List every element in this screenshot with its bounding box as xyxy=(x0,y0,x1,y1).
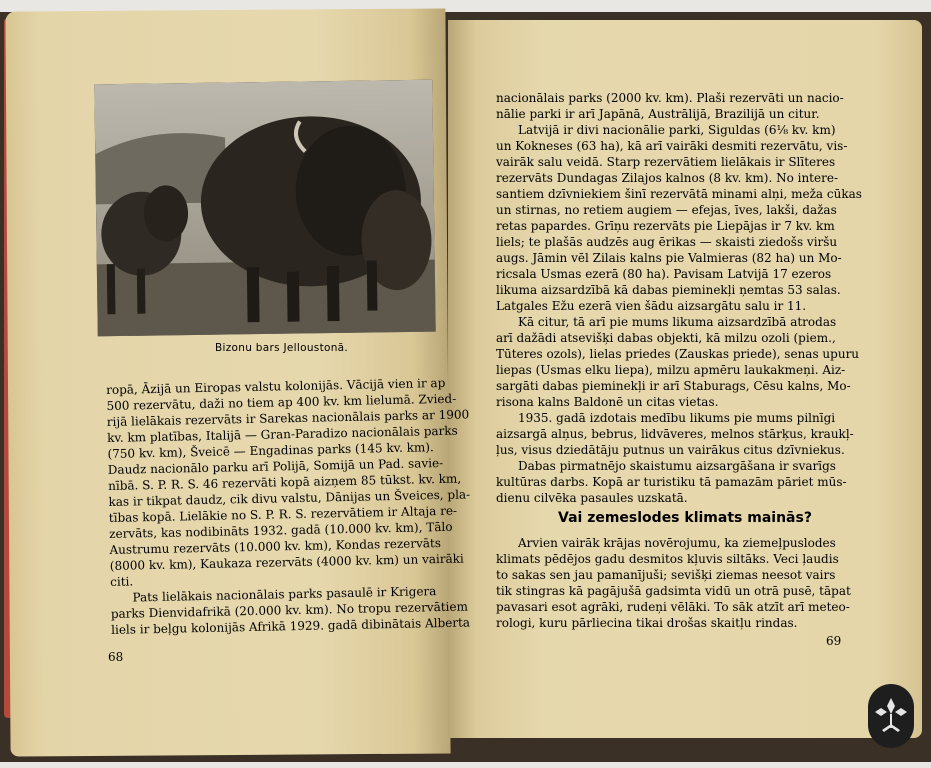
text-line: sargāti dabas pieminekļi ir arī Staburags, Cēsu kalns, Mo- xyxy=(496,379,851,393)
text-line: nālie parki ir arī Japānā, Austrālijā, Brazilijā un citur. xyxy=(496,107,820,121)
text-line: ricsala Usmas ezerā (80 ha). Pavisam Latvijā 17 ezeros xyxy=(496,267,832,281)
text-line: rijā lielākais rezervāts ir Sarekas nacionālais parks ar 1900 xyxy=(106,407,470,429)
text-line: liepas (Usmas elku liepa), milzu apmēru laukakmeņi. Aiz- xyxy=(496,363,846,377)
text-line: ropā, Āzijā un Eiropas valstu kolonijās. Vācijā vien ir ap xyxy=(106,375,446,397)
text-line: augs. Jāmin vēl Zilais kalns pie Valmieras (82 ha) un Mo- xyxy=(496,251,842,265)
text-line: nacionālais parks (2000 kv. km). Plaši rezervāti un nacio- xyxy=(496,91,844,105)
text-line: aizsargā alņus, bebrus, lidvāveres, melnos stārķus, kraukļ- xyxy=(496,427,854,441)
page-number-left: 68 xyxy=(108,650,124,664)
text-line: un Kokneses (63 ha), kā arī vairāki desmiti rezervātu, vis- xyxy=(496,139,848,153)
page-number-right: 69 xyxy=(826,634,842,648)
text-line: nībā. S. P. R. S. 46 rezervāti kopā aizņem 85 tūkst. kv. km, xyxy=(108,471,462,493)
text-line: to sakas sen jau pamanījuši; sevišķi ziemas neesot vairs xyxy=(496,568,836,582)
text-line: Arvien vairāk krājas novērojumu, ka ziemeļpuslodes xyxy=(518,536,836,550)
text-line: tik stingras kā pagājušā gadsimta vidū un otrā pusē, tāpat xyxy=(496,584,851,598)
text-line: likuma aizsardzībā kā dabas pieminekļi ņemtas 53 salas. xyxy=(496,283,841,297)
text-line: tības kopā. Lielākie no S. P. R. S. rezervātiem ir Altaja re- xyxy=(108,503,458,525)
right-page-section-body xyxy=(496,536,851,632)
text-line: Kā citur, tā arī pie mums likuma aizsardzībā atrodas xyxy=(518,315,837,329)
text-line: retas papardes. Grīņu rezervāts pie Liepājas ir 7 kv. km xyxy=(496,219,835,233)
text-line: Latvijā ir divi nacionālie parki, Siguldas (6⅛ kv. km) xyxy=(518,123,836,137)
text-line: (8000 kv. km), Kaukaza rezervāts (4000 kv. km) un vairāki xyxy=(109,551,464,573)
text-line: 500 rezervātu, daži no tiem ap 400 kv. km lielumā. Zvied- xyxy=(106,391,457,413)
text-line: 1935. gadā izdotais medību likums pie mums pilnīgi xyxy=(518,411,836,425)
text-line: ļus, visus dziedātāju putnus un vairākus citus dzīvniekus. xyxy=(496,443,845,457)
text-line: santiem dzīvniekiem šinī rezervātā minami alņi, meža cūkas xyxy=(496,187,862,201)
text-line: parks Dienvidafrikā (20.000 kv. km). No tropu rezervātiem xyxy=(110,599,469,621)
text-line: zervāts, kas nodibināts 1932. gadā (10.000 kv. km), Tālo xyxy=(109,519,453,541)
text-line: Dabas pirmatnējo skaistumu aizsargāšana ir svarīgs xyxy=(518,459,836,473)
right-page-body xyxy=(496,90,862,506)
text-line: pavasari esot agrāki, rudeņi vēlāki. To sāk atzīt arī meteo- xyxy=(496,600,850,614)
watermark-logo-icon xyxy=(868,684,914,748)
bison-photo xyxy=(94,80,435,337)
text-line: liels ir beļgu kolonijās Afrikā 1929. gadā dibinātais Alberta xyxy=(111,615,471,637)
text-line: Austrumu rezervāts (10.000 kv. km), Kondas rezervāts xyxy=(109,536,442,557)
text-line: rologi, kuru pārliecina tikai drošas skaitļu rindas. xyxy=(496,616,798,630)
text-line: liels; te plašās audzēs aug ērikas — skaisti ziedošs viršu xyxy=(496,235,838,249)
text-line: Tūteres ozols), lielas priedes (Zauskas priede), senas upuru xyxy=(496,347,860,361)
text-line: arī dažādi atsevišķi dabas objekti, kā milzu ozoli (piem., xyxy=(496,331,836,345)
left-page-body xyxy=(106,374,474,638)
text-line: Pats lielākais nacionālais parks pasaulē ir Krigera xyxy=(132,584,437,605)
text-line: risona kalns Baldonē un citas vietas. xyxy=(496,395,719,409)
text-line: citi. xyxy=(110,574,134,589)
text-line: (750 kv. km), Šveicē — Engadinas parks (145 kv. km). xyxy=(107,440,434,461)
section-heading: Vai zemeslodes klimats mainās? xyxy=(558,510,812,526)
text-line: un stirnas, no retiem augiem — efejas, īves, lakši, dažas xyxy=(496,203,837,217)
text-line: rezervāts Dundagas Zilajos kalnos (8 kv. km). No intere- xyxy=(496,171,838,185)
text-line: Daudz nacionālo parku arī Polijā, Somijā un Pad. savie- xyxy=(107,455,444,477)
text-line: kv. km platības, Italijā — Gran-Paradizo nacionālais parks xyxy=(107,423,458,445)
photo-caption: Bizonu bars Jelloustonā. xyxy=(215,342,349,354)
text-line: kultūras darbs. Kopā ar turistiku tā pamazām pāriet mūs- xyxy=(496,475,847,489)
text-line: Latgales Ežu ezerā vien šādu aizsargātu salu ir 11. xyxy=(496,299,807,313)
text-line: klimats pēdējos gadu desmitos kļuvis siltāks. Veci ļaudis xyxy=(496,552,839,566)
text-line: vairāk salu veidā. Starp rezervātiem lielākais ir Slīteres xyxy=(496,155,836,169)
text-line: dienu cilvēka pasaules uzskatā. xyxy=(496,491,688,505)
text-line: kas ir tikpat daudz, cik divu valstu, Dānijas un Šveices, pla- xyxy=(108,487,471,509)
